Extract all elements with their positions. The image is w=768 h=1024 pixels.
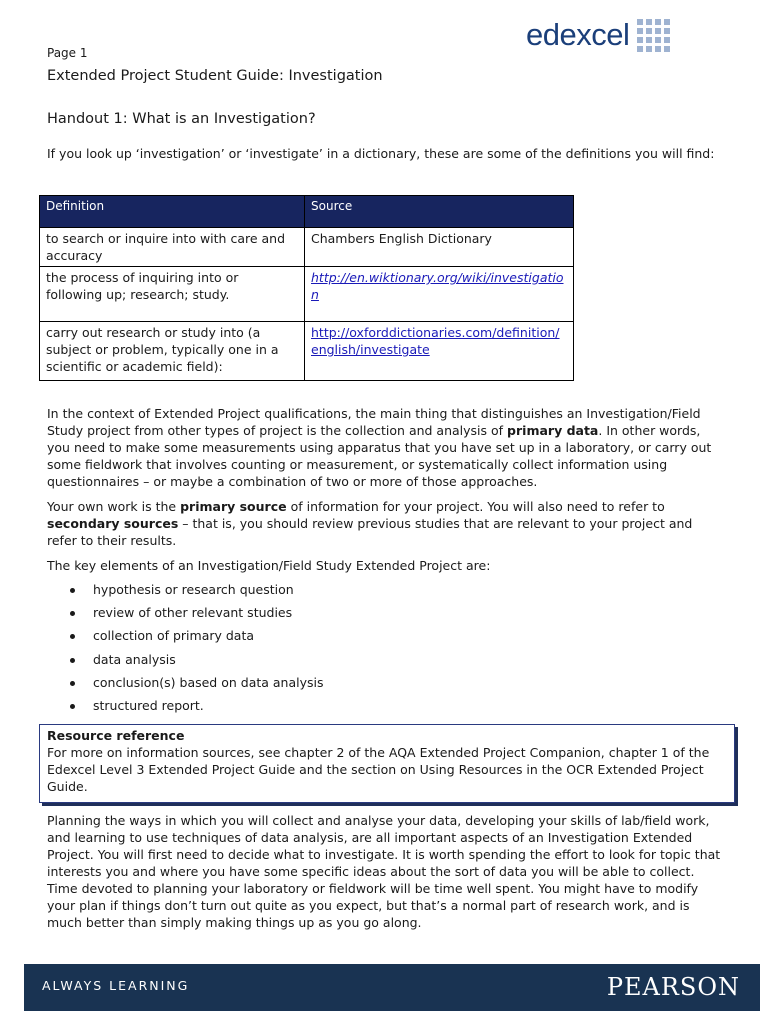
- paragraph-text: – that is, you should review previous studies that are relevant to your project and refer to their results.: [47, 516, 693, 548]
- source-cell: [305, 267, 574, 322]
- paragraph-primary-data: [47, 405, 723, 490]
- paragraph-text: . In other words, you need to make some measurements using apparatus that you have set up in a laboratory, or carry out some fieldwork that involves counting or measurement, or systematically collect information using questionnaires – or maybe a combination of two or more of those approaches.: [47, 423, 712, 489]
- handout-title: Handout 1: What is an Investigation?: [47, 111, 316, 127]
- table-row: [40, 228, 574, 267]
- table-row: [40, 267, 574, 322]
- table-header-row: [40, 196, 574, 228]
- list-item: [47, 650, 324, 673]
- document-title: Extended Project Student Guide: Investigation: [47, 68, 383, 84]
- source-link-wiktionary[interactable]: http://en.wiktionary.org/wiki/investigation: [311, 270, 564, 302]
- footer-banner: [24, 964, 760, 1011]
- resource-reference-text: For more on information sources, see chapter 2 of the AQA Extended Project Companion, chapter 1 of the Edexcel Level 3 Extended Project Guide and the section on Using Resources in the OCR Extended Project Guide.: [47, 745, 710, 794]
- list-item-text: data analysis: [93, 651, 176, 667]
- list-item-text: structured report.: [93, 697, 204, 713]
- column-header-source: Source: [305, 196, 574, 228]
- paragraph-text: In the context of Extended Project qualifications, the main thing that distinguishes an Investigation/Field Study project from other types of project is the collection and analysis of: [47, 406, 701, 438]
- definition-cell: carry out research or study into (a subject or problem, typically one in a scientific or academic field):: [40, 322, 305, 381]
- list-item: [47, 673, 324, 696]
- bold-term: secondary sources: [47, 516, 179, 531]
- definition-cell: to search or inquire into with care and accuracy: [40, 228, 305, 267]
- list-item-text: collection of primary data: [93, 628, 255, 644]
- list-item-text: hypothesis or research question: [93, 582, 294, 597]
- list-item-text: conclusion(s) based on data analysis: [93, 674, 324, 690]
- paragraph-planning: Planning the ways in which you will collect and analyse your data, developing your skills of lab/field work, and learning to use techniques of data analysis, are all important aspects of an Investigation Extended Project. You will first need to decide what to investigate. It is worth spending the effort to look for topic that interests you and where you have some specific ideas about the sort of data you will be able to collect. Time devoted to planning your laboratory or fieldwork will be time well spent. You might have to modify your plan if things don’t turn out quite as you expect, but that’s a normal part of research work, and is much better than simply making things up as you go along.: [47, 813, 721, 930]
- definitions-table: [39, 195, 574, 381]
- paragraph-text: Your own work is the: [47, 499, 181, 514]
- list-item: [47, 696, 324, 719]
- bold-term: primary data: [507, 423, 599, 438]
- key-elements-list: [47, 580, 324, 719]
- definition-cell: the process of inquiring into or following up; research; study.: [40, 267, 305, 322]
- list-item: [47, 580, 324, 603]
- source-cell: Chambers English Dictionary: [305, 228, 574, 267]
- paragraph-sources: [47, 498, 723, 549]
- resource-reference-box: [39, 724, 735, 803]
- list-item-text: review of other relevant studies: [93, 605, 293, 621]
- bullet-icon: [70, 634, 75, 639]
- bullet-icon: [70, 704, 75, 709]
- logo-wordmark: edexcel: [526, 17, 630, 52]
- bullet-icon: [70, 658, 75, 663]
- bullet-icon: [70, 681, 75, 686]
- list-item: [47, 603, 324, 626]
- logo-grid-icon: [637, 19, 670, 52]
- bullet-icon: [70, 611, 75, 616]
- intro-paragraph: If you look up ‘investigation’ or ‘investigate’ in a dictionary, these are some of the definitions you will find:: [47, 146, 715, 161]
- paragraph-text: of information for your project. You will also need to refer to: [286, 499, 665, 514]
- table-row: [40, 322, 574, 381]
- column-header-definition: Definition: [40, 196, 305, 228]
- paragraph-key-elements: The key elements of an Investigation/Field Study Extended Project are:: [47, 558, 491, 573]
- bullet-icon: [70, 588, 75, 593]
- source-cell: [305, 322, 574, 381]
- footer-tagline: ALWAYS LEARNING: [42, 978, 190, 993]
- bold-term: primary source: [180, 499, 287, 514]
- list-item: [47, 626, 324, 649]
- pearson-logo: PEARSON: [606, 973, 740, 1001]
- page-number: Page 1: [47, 46, 88, 60]
- source-link-oxford[interactable]: http://oxforddictionaries.com/definition/english/investigate: [311, 325, 560, 357]
- edexcel-logo: [526, 16, 670, 54]
- resource-reference-title: Resource reference: [47, 728, 185, 743]
